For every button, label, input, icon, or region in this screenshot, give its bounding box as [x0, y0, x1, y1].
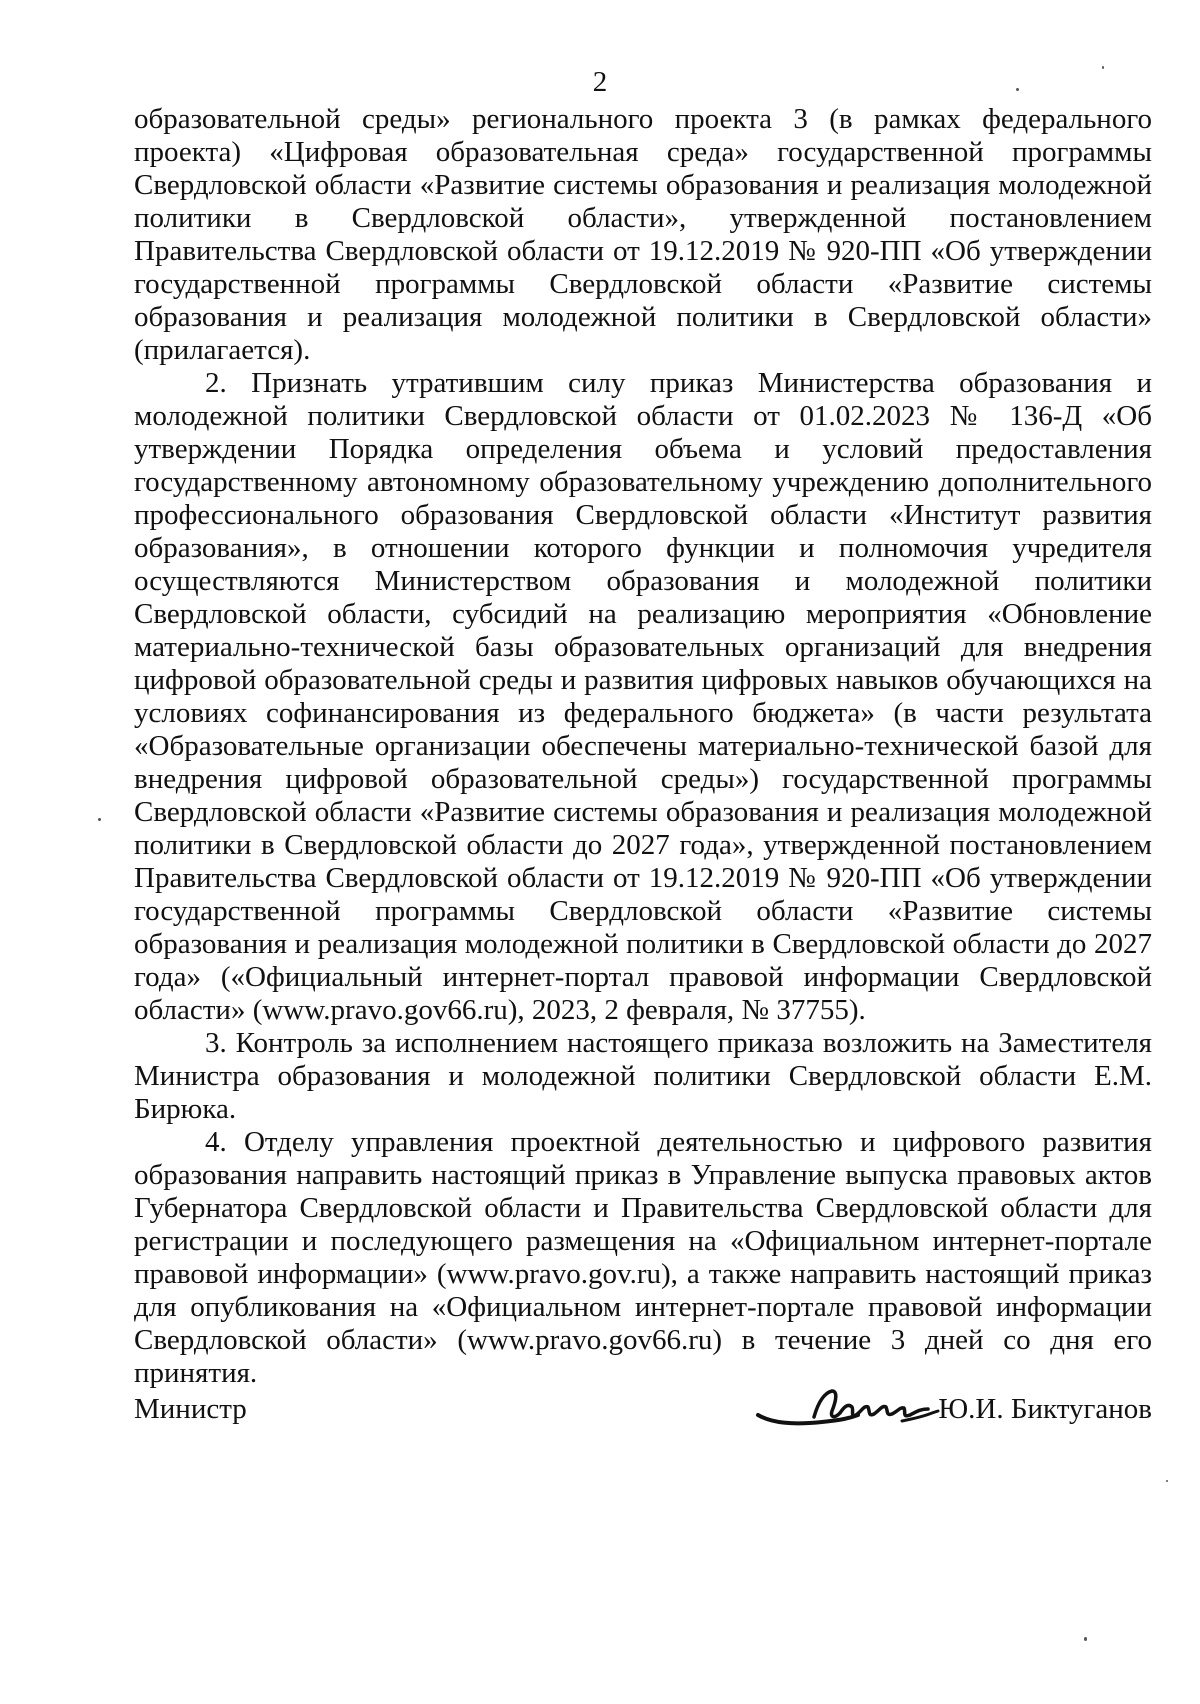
scan-speck [1016, 88, 1019, 91]
paragraph-4: 4. Отделу управления проектной деятельностью и цифрового развития образования направить настоящий приказ в Управление выпуска правовых актов Губернатора Свердловской области и Правительства Свердловской области для регистрации и последующего размещения на «Официальном интернет-портале правовой информации» (www.pravo.gov.ru), а также направить настоящий приказ для опубликования на «Официальном интернет-портале правовой информации Свердловской области» (www.pravo.gov66.ru) в течение 3 дней со дня его принятия. [134, 1126, 1152, 1389]
scan-speck [1166, 1480, 1168, 1482]
paragraph-3: 3. Контроль за исполнением настоящего приказа возложить на Заместителя Министра образования и молодежной политики Свердловской области Е.М. Бирюка. [134, 1027, 1152, 1125]
scan-speck [1084, 1637, 1087, 1641]
signer-name: Ю.И. Биктуганов [938, 1393, 1152, 1425]
document-body [134, 103, 1152, 1390]
paragraph-2: 2. Признать утратившим силу приказ Министерства образования и молодежной политики Свердловской области от 01.02.2023 № 136-Д «Об утверждении Порядка определения объема и условий предоставления государственному автономному образовательному учреждению дополнительного профессионального образования Свердловской области «Институт развития образования», в отношении которого функции и полномочия учредителя осуществляются Министерством образования и молодежной политики Свердловской области, субсидий на реализацию мероприятия «Обновление материально-технической базы образовательных организаций для внедрения цифровой образовательной среды и развития цифровых навыков обучающихся на условиях софинансирования из федерального бюджета» (в части результата «Образовательные организации обеспечены материально-технической базой для внедрения цифровой образовательной среды») государственной программы Свердловской области «Развитие системы образования и реализация молодежной политики в Свердловской области до 2027 года», утвержденной постановлением Правительства Свердловской области от 19.12.2019 № 920-ПП «Об утверждении государственной программы Свердловской области «Развитие системы образования и реализация молодежной политики в Свердловской области до 2027 года» («Официальный интернет-портал правовой информации Свердловской области» (www.pravo.gov66.ru), 2023, 2 февраля, № 37755). [134, 367, 1152, 1026]
scan-speck [1102, 66, 1104, 69]
signature-block [134, 1385, 1152, 1435]
scan-speck [98, 818, 101, 821]
page-number: 2 [592, 66, 608, 98]
signer-title: Министр [134, 1393, 247, 1425]
paragraph-1-continuation: образовательной среды» регионального проекта 3 (в рамках федерального проекта) «Цифровая образовательная среда» государственной программы Свердловской области «Развитие системы образования и реализация молодежной политики в Свердловской области», утвержденной постановлением Правительства Свердловской области от 19.12.2019 № 920-ПП «Об утверждении государственной программы Свердловской области «Развитие системы образования и реализация молодежной политики в Свердловской области» (прилагается). [134, 103, 1152, 366]
